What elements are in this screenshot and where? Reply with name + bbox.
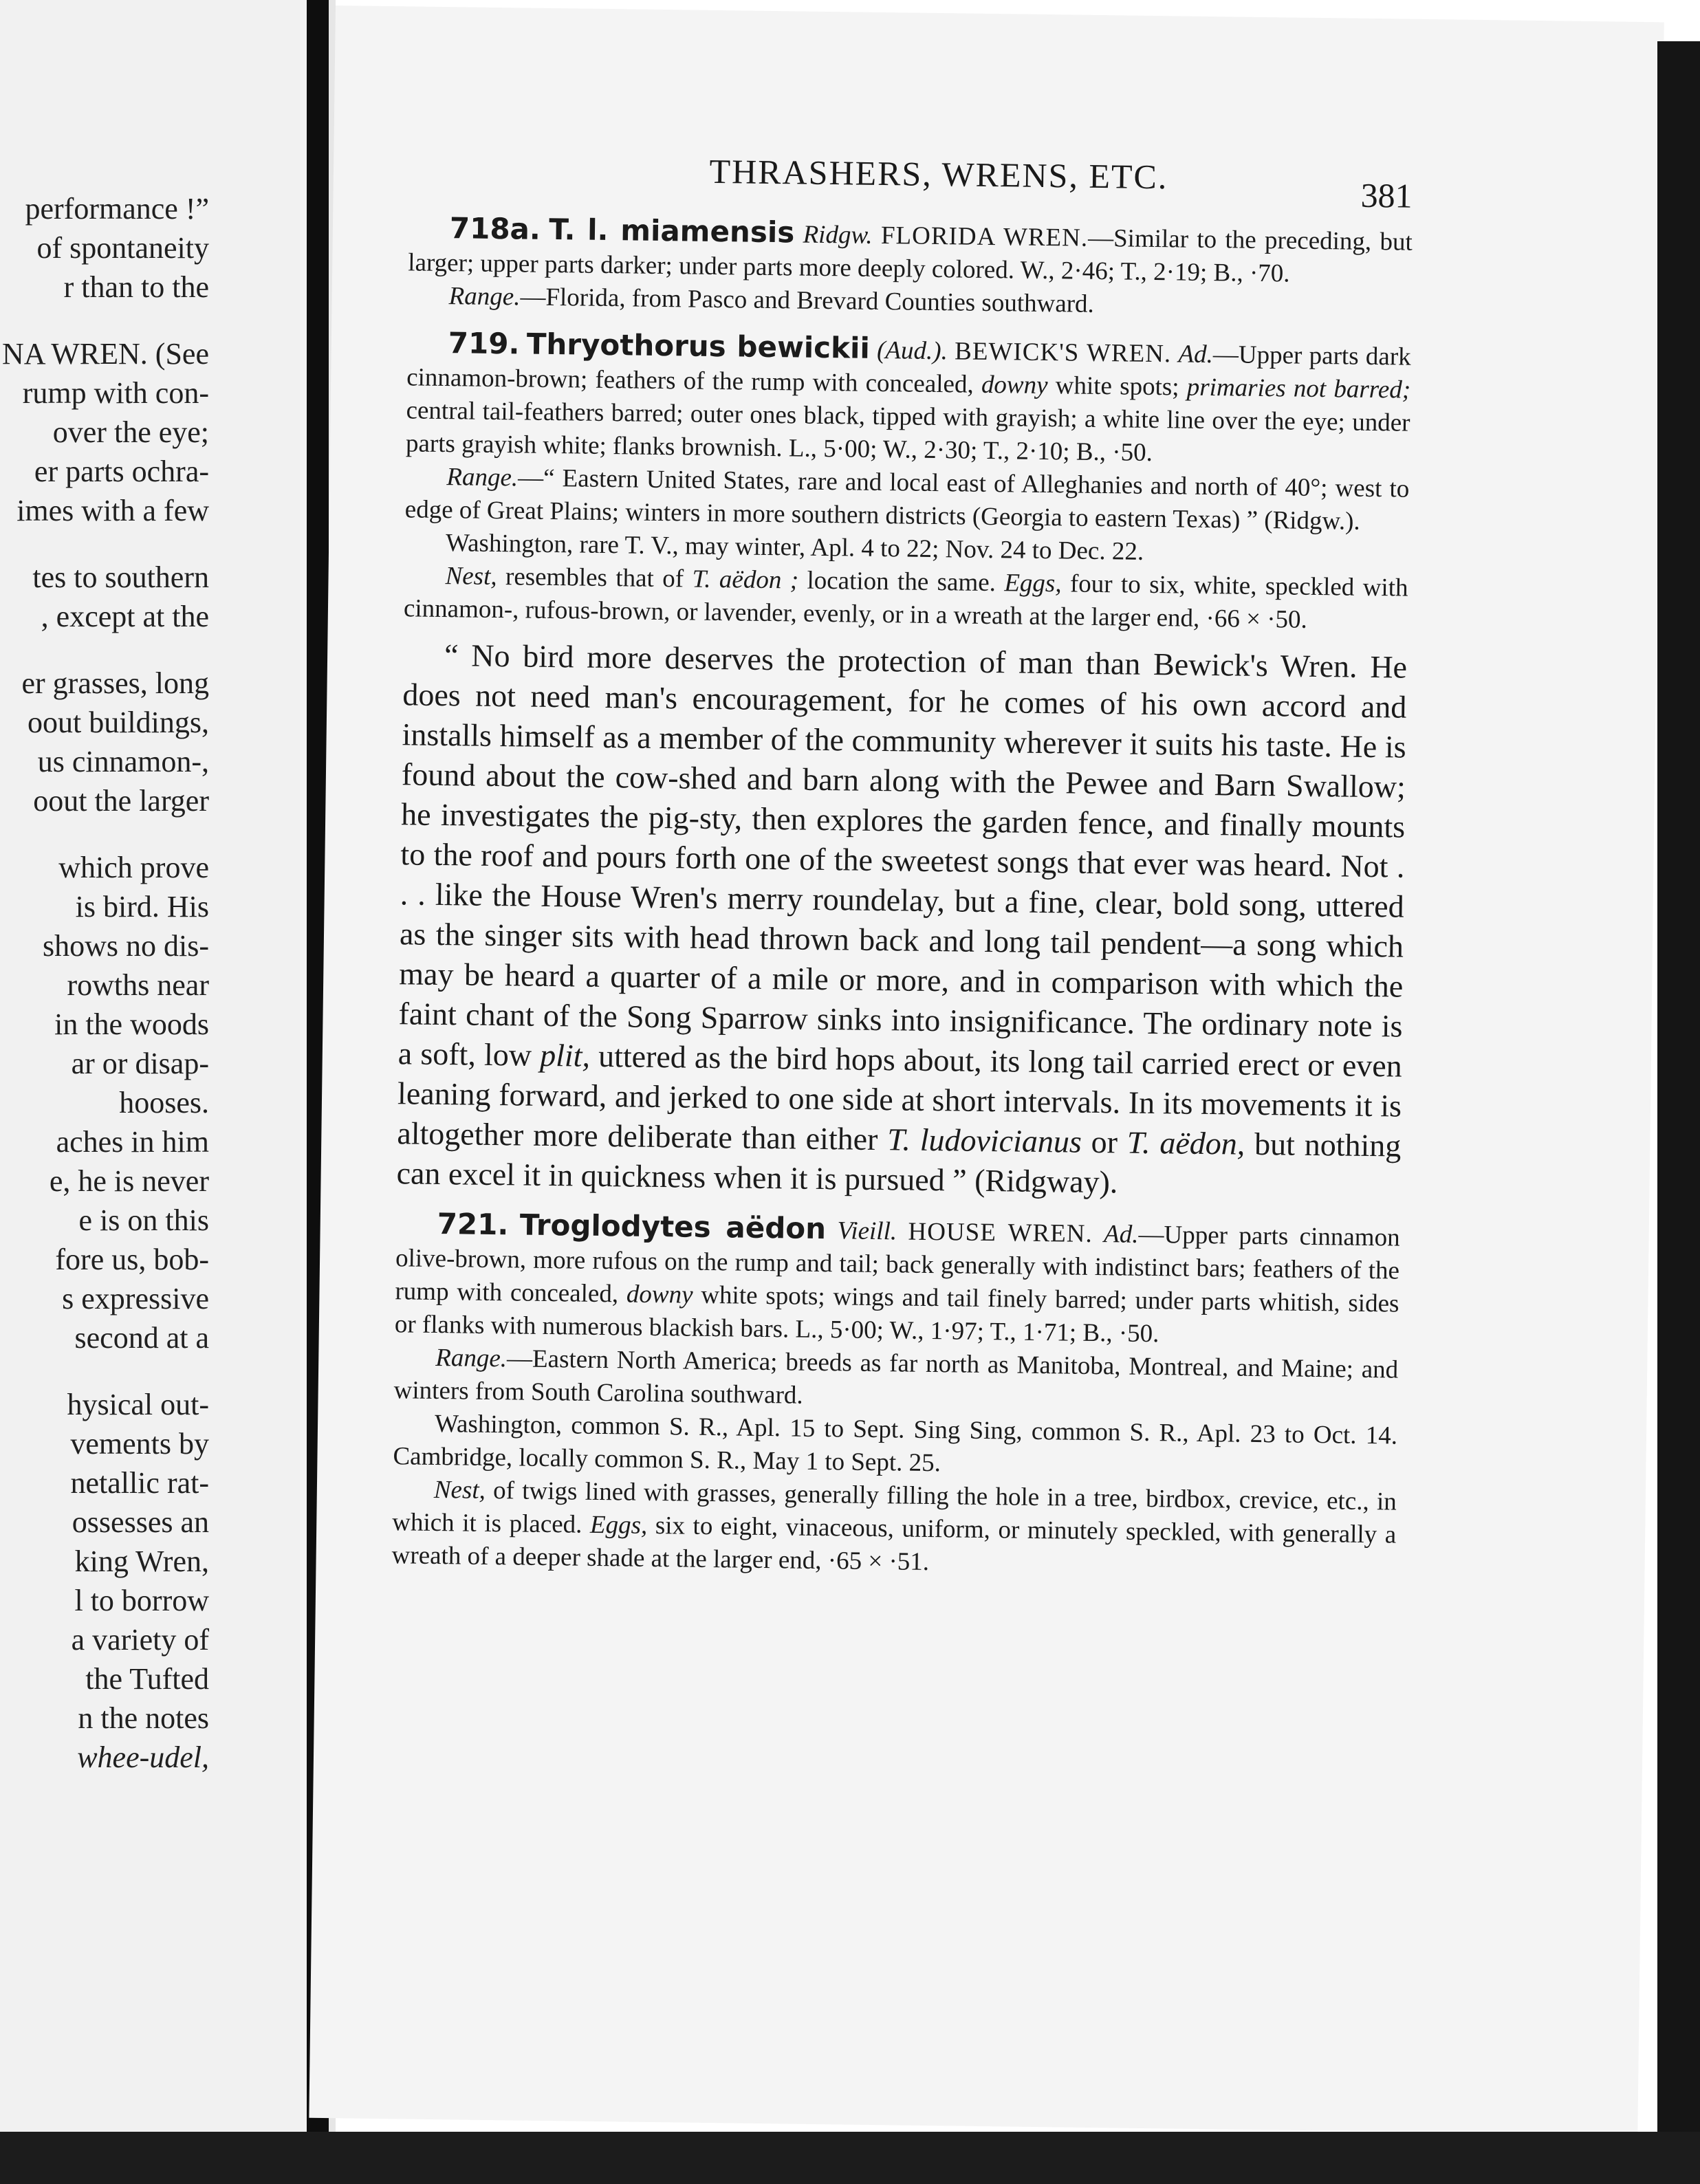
left-page-line: oout buildings, <box>27 706 209 739</box>
left-page-line: e is on this <box>78 1203 209 1237</box>
left-page-line: vements by <box>70 1427 209 1461</box>
range-label: Range. <box>435 1343 508 1373</box>
downy-term: downy <box>981 370 1048 400</box>
quote-plit: plit, <box>539 1037 591 1073</box>
left-page-line: which prove <box>58 851 209 884</box>
nest-text: resembles that of <box>505 563 684 593</box>
washington-record: Washington, rare T. V., may winter, Apl. 4 to 22; Nov. 24 to Dec. 22. <box>445 529 1144 566</box>
adult-label: Ad. <box>1178 340 1214 369</box>
nest-text-2: location the same. <box>807 566 996 598</box>
nest-species: T. aëdon ; <box>692 565 799 595</box>
left-page-line: s expressive <box>62 1282 209 1315</box>
page-number: 381 <box>1360 175 1413 215</box>
left-page-line: over the eye; <box>52 415 209 449</box>
entry-718a-head <box>408 211 1413 292</box>
left-page-line: NA WREN. (See <box>1 337 209 371</box>
range-paragraph <box>404 460 1409 538</box>
entry-721 <box>391 1207 1400 1584</box>
left-page-line: hysical out- <box>67 1388 209 1421</box>
adult-label: Ad. <box>1103 1220 1139 1249</box>
range-text: —Eastern North America; breeds as far north as Manitoba, Montreal, and Maine; and winters from South Carolina southward. <box>393 1344 1399 1410</box>
common-name: HOUSE WREN. <box>908 1217 1093 1248</box>
left-page-line: imes with a few <box>17 494 209 527</box>
left-page-line: king Wren, <box>74 1544 209 1578</box>
nest-paragraph <box>391 1473 1397 1584</box>
entry-719 <box>396 326 1411 1205</box>
page-bottom-shadow <box>0 2132 1700 2184</box>
nest-paragraph <box>404 559 1408 637</box>
left-page-line: er parts ochra- <box>34 455 209 488</box>
entry-number: 721. <box>437 1206 509 1242</box>
eggs-label: Eggs, <box>1004 569 1062 598</box>
authority: Ridgw. <box>803 220 873 250</box>
left-page-line: is bird. His <box>75 890 209 924</box>
authority: Vieill. <box>837 1216 897 1246</box>
eggs-label: Eggs, <box>589 1510 648 1540</box>
left-page-line: fore us, bob- <box>55 1243 209 1276</box>
left-page-line: rump with con- <box>22 376 209 410</box>
entry-719-head <box>406 326 1411 472</box>
right-page <box>309 6 1664 2134</box>
entry-number: 719. <box>448 326 520 361</box>
authority: (Aud.). <box>876 336 948 366</box>
common-name: FLORIDA WREN. <box>880 221 1089 252</box>
entry-721-head <box>395 1207 1400 1353</box>
left-page-line: in the woods <box>54 1007 209 1041</box>
entry-number: 718a. <box>449 211 541 246</box>
left-page-line: rowths near <box>67 968 209 1002</box>
left-page-line: us cinnamon-, <box>37 745 209 778</box>
quote-paragraph <box>396 635 1407 1205</box>
left-page-line: a variety of <box>71 1623 209 1657</box>
entry-718a <box>407 211 1413 325</box>
left-page-line: , except at the <box>41 600 209 633</box>
left-page-line: ossesses an <box>72 1505 209 1539</box>
scientific-name: Thryothorus bewickii <box>526 327 871 365</box>
downy-term: downy <box>626 1280 693 1309</box>
description-part-2: white spots; <box>1055 371 1179 402</box>
range-text: —“ Eastern United States, rare and local east of Alleghanies and north of 40°; west to edge of Great Plains; winters in more southern districts (Georgia to eastern Texas) ” (Ridgw.). <box>404 463 1410 536</box>
left-page-line: ar or disap- <box>71 1047 209 1080</box>
quote-part-3: but nothing can excel it in quickness when it is pursued ” (Ridgway). <box>396 1126 1402 1200</box>
left-page-line: tes to southern <box>32 560 209 594</box>
scientific-name: T. l. miamensis <box>548 212 795 250</box>
nest-text: of twigs lined with grasses, generally filling the hole in a tree, birdbox, crevice, etc., in which it is placed. <box>392 1476 1397 1539</box>
quote-part-2: uttered as the bird hops about, its long tail carried erect or even leaning forward, and jerked to one side at short intervals. In its movements it is altogether more deliberate than either <box>397 1038 1403 1157</box>
ridgway-quote <box>396 635 1407 1205</box>
left-page-line: er grasses, long <box>21 666 209 700</box>
left-page-line: e, he is never <box>49 1164 209 1198</box>
description: —Similar to the preceding, but larger; upper parts darker; under parts more deeply colored. W., 2·46; T., 2·19; B., ·70. <box>408 223 1413 288</box>
quote-part-1: “ No bird more deserves the protection of man than Bewick's Wren. He does not need man's encouragement, for he comes of his own accord and installs himself as a member of the community wherever it suits his taste. He is found about the cow-shed and barn along with the Pewee and Barn Swallow; he investigates the pig-sty, then explores the garden fence, and finally mounts to the roof and pours forth one of the sweetest songs that ever was heard. Not . . . like the House Wren's merry roundelay, but a fine, clear, bold song, uttered as the singer sits with head thrown back and long tail pendent—a song which may be heard a quarter of a mile or more, and in comparison with which the faint chant of the Song Sparrow sinks into insignificance. The ordinary note is a soft, low <box>397 637 1408 1073</box>
range-label: Range. <box>448 282 521 312</box>
left-page-line: of spontaneity <box>36 231 209 265</box>
page-content <box>391 211 1413 1584</box>
left-page-line: oout the larger <box>33 784 209 818</box>
left-page-line: netallic rat- <box>70 1466 209 1500</box>
left-page-line: second at a <box>74 1321 209 1355</box>
quote-species-1: T. ludovicianus <box>886 1122 1082 1159</box>
eggs-text: six to eight, vinaceous, uniform, or minutely speckled, with generally a wreath of a deeper shade at the larger end, ·65 × ·51. <box>391 1511 1397 1577</box>
nest-label: Nest, <box>433 1475 486 1505</box>
scientific-name: Troglodytes aëdon <box>519 1208 827 1246</box>
locality-records: Washington, common S. R., Apl. 15 to Sept. Sing Sing, common S. R., Apl. 23 to Oct. 14. Cambridge, locally common S. R., May 1 to Sept. 25. <box>393 1409 1398 1478</box>
range-paragraph <box>393 1341 1398 1419</box>
description-part-1: —Upper parts cinnamon olive-brown, more rufous on the rump and tail; back generally with indistinct bars; feathers of the rump with concealed, <box>395 1220 1400 1309</box>
description-part-2: white spots; wings and tail finely barred; under parts whitish, sides or flanks with numerous blackish bars. L., 5·00; W., 1·97; T., 1·71; B., ·50. <box>394 1280 1399 1348</box>
quote-or: or <box>1091 1124 1118 1160</box>
description-part-1: —Upper parts dark cinnamon-brown; feathers of the rump with concealed, <box>406 340 1411 399</box>
running-head: THRASHERS, WRENS, ETC. <box>709 151 1168 197</box>
left-page-line: the Tufted <box>85 1662 209 1696</box>
quote-species-2: T. aëdon, <box>1126 1124 1245 1161</box>
common-name: BEWICK'S WREN. <box>954 337 1172 369</box>
range-text: —Florida, from Pasco and Brevard Counties southward. <box>520 283 1095 318</box>
left-page-line: shows no dis- <box>42 929 209 963</box>
left-page-line: hooses. <box>119 1086 209 1120</box>
primaries-note: primaries not barred; <box>1186 373 1411 404</box>
left-page-line: l to borrow <box>74 1584 209 1617</box>
eggs-text: four to six, white, speckled with cinnamon-, rufous-brown, or lavender, evenly, or in a wreath at the larger end, ·66 × ·50. <box>403 569 1408 634</box>
description-part-3: central tail-feathers barred; outer ones black, tipped with grayish; a white line over the eye; under parts grayish white; flanks brownish. L., 5·00; W., 2·30; T., 2·10; B., ·50. <box>405 396 1410 467</box>
page-edge-shadow <box>1657 41 1700 2132</box>
nest-label: Nest, <box>445 562 497 591</box>
left-page-line: r than to the <box>63 270 209 304</box>
left-page-line: whee-udel, <box>77 1740 209 1774</box>
left-page-line: performance !” <box>25 192 209 226</box>
left-page-line: n the notes <box>78 1701 209 1735</box>
range-label: Range. <box>446 463 519 492</box>
left-facing-page <box>0 0 309 2184</box>
left-page-line: aches in him <box>56 1125 209 1159</box>
